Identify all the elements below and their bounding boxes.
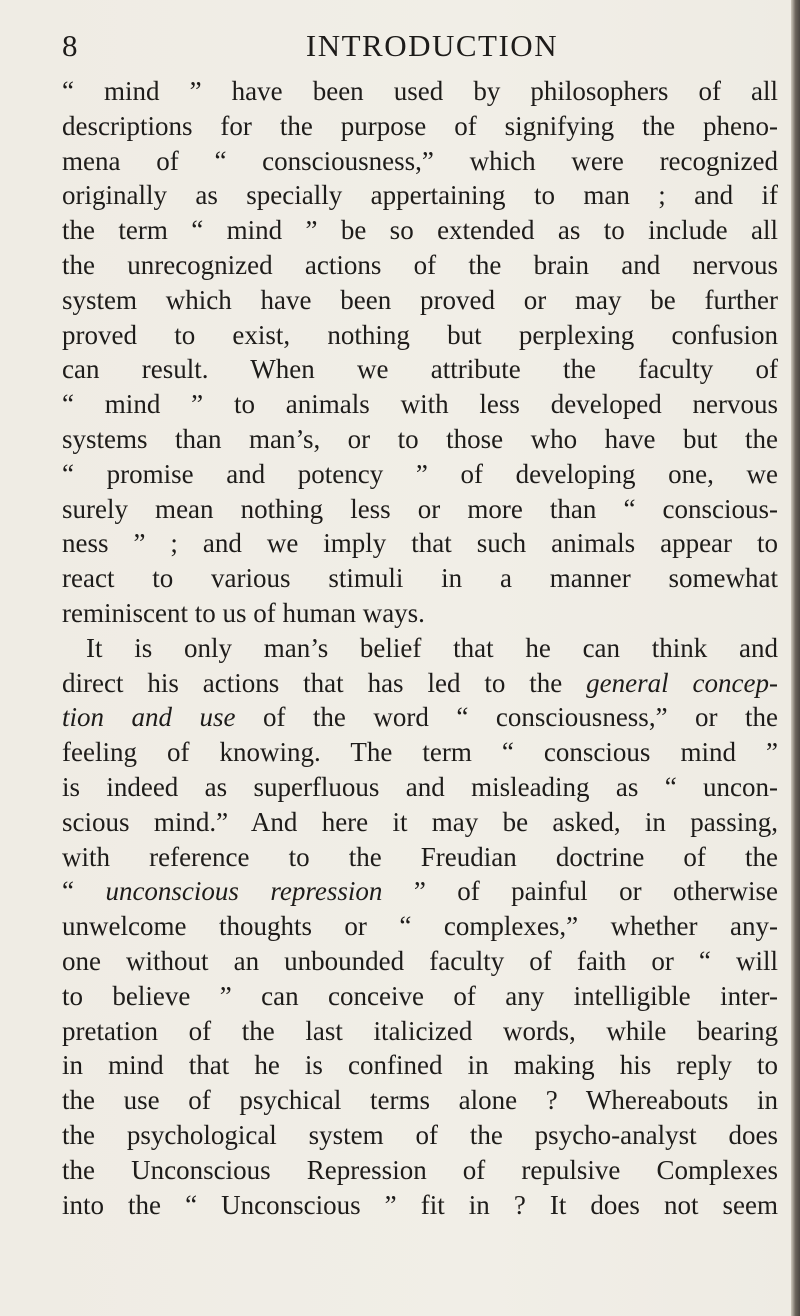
page-number: 8 [62,28,78,63]
text-line [62,1118,778,1153]
text-segment: ” of painful or otherwise [382,876,779,907]
text-segment: pretation of the last italicized words, while bearing [62,1015,778,1046]
text-line [62,213,778,248]
text-line [62,283,778,318]
running-title: INTRODUCTION [305,28,559,63]
text-line [62,631,778,666]
text-segment: is indeed as superfluous and misleading as “ uncon- [62,771,778,802]
text-line [62,1048,778,1083]
text-line [62,666,778,701]
text-line [62,909,778,944]
text-segment: descriptions for the purpose of signifying the pheno- [62,110,778,141]
text-line [62,561,778,596]
text-segment: in mind that he is confined in making his reply to [62,1050,778,1081]
text-segment: surely mean nothing less or more than “ conscious- [62,493,778,524]
text-line [62,596,778,631]
text-segment: react to various stimuli in a manner somewhat [62,563,778,594]
text-line [62,352,778,387]
text-line [62,1014,778,1049]
text-segment: originally as specially appertaining to man ; and if [62,180,778,211]
text-segment: “ promise and potency ” of developing one, we [62,458,778,489]
text-line [62,770,778,805]
text-line [62,457,778,492]
text-segment: unwelcome thoughts or “ complexes,” whether any- [62,911,778,942]
text-segment: mena of “ consciousness,” which were recognized [62,145,778,176]
text-segment: system which have been proved or may be further [62,284,778,315]
text-line [62,979,778,1014]
text-line [62,526,778,561]
text-segment: It is only man’s belief that he can think and [86,632,778,663]
text-line [62,387,778,422]
text-line [62,840,778,875]
italic-segment: unconscious repression [105,876,383,907]
text-line [62,1188,778,1223]
text-segment: the unrecognized actions of the brain and nervous [62,249,778,280]
text-line [62,318,778,353]
text-line [62,700,778,735]
text-segment: scious mind.” And here it may be asked, in passing, [62,806,778,837]
text-line [62,492,778,527]
text-line [62,178,778,213]
text-segment: one without an unbounded faculty of faith or “ will [62,945,778,976]
italic-segment: tion and use [62,702,236,733]
text-segment: the term “ mind ” be so extended as to include all [62,215,778,246]
text-line [62,735,778,770]
text-segment: feeling of knowing. The term “ conscious mind ” [62,737,778,768]
text-segment: the Unconscious Repression of repulsive Complexes [62,1154,778,1185]
text-segment: proved to exist, nothing but perplexing confusion [62,319,778,350]
text-line [62,874,778,909]
text-segment: the use of psychical terms alone ? Whereabouts in [62,1085,778,1116]
text-segment: “ mind ” have been used by philosophers of all [62,76,778,106]
text-segment: reminiscent to us of human ways. [62,597,425,628]
text-segment: with reference to the Freudian doctrine of the [62,841,778,872]
text-segment: to believe ” can conceive of any intelligible inter- [62,980,778,1011]
text-line [62,422,778,457]
page-header [62,28,782,70]
text-line [62,1153,778,1188]
text-segment: “ [62,876,106,907]
text-line [62,248,778,283]
text-line [62,944,778,979]
text-segment: of the word “ consciousness,” or the [235,702,778,733]
text-segment: systems than man’s, or to those who have but the [62,423,778,454]
text-segment: ness ” ; and we imply that such animals appear to [62,528,778,559]
page-edge-shadow [791,0,800,1316]
body-text [62,74,778,1222]
text-segment: into the “ Unconscious ” fit in ? It does not seem [62,1189,778,1220]
text-line [62,74,778,109]
text-segment: the psychological system of the psycho-analyst does [62,1119,778,1150]
italic-segment: general concep- [586,667,778,698]
text-segment: “ mind ” to animals with less developed nervous [62,389,778,420]
text-segment: can result. When we attribute the faculty of [62,354,778,385]
text-line [62,805,778,840]
text-segment: direct his actions that has led to the [62,667,587,698]
text-line [62,1083,778,1118]
text-line [62,144,778,179]
text-line [62,109,778,144]
